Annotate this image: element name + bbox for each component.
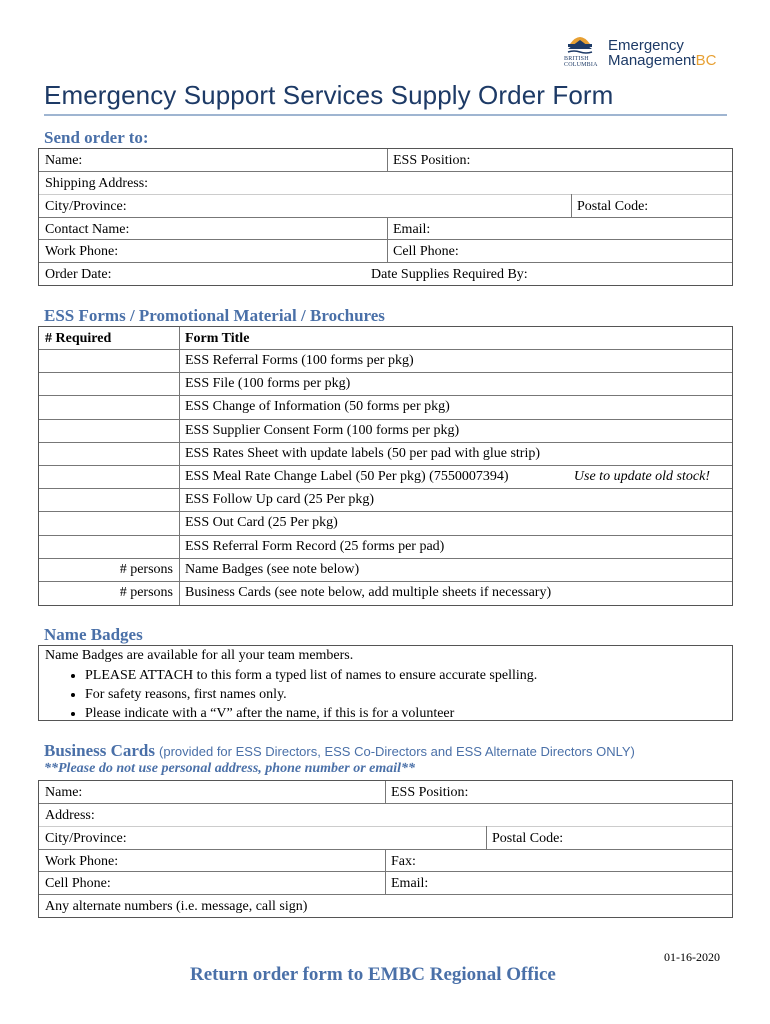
required-qty-cell[interactable]: # persons bbox=[119, 585, 173, 600]
col-title-header: Form Title bbox=[185, 331, 250, 346]
send-work-phone-label[interactable]: Work Phone: bbox=[45, 244, 119, 259]
cards-fax-label[interactable]: Fax: bbox=[391, 854, 416, 869]
cards-heading: Business Cards bbox=[44, 741, 156, 760]
cards-warning: **Please do not use personal address, phone number or email** bbox=[44, 761, 416, 776]
form-title-cell: ESS Follow Up card (25 Per pkg) bbox=[185, 492, 374, 508]
send-city-label[interactable]: City/Province: bbox=[45, 199, 127, 214]
form-title-cell: Business Cards (see note below, add multiple sheets if necessary) bbox=[185, 585, 552, 600]
forms-table bbox=[38, 326, 733, 606]
return-instruction: Return order form to EMBC Regional Office bbox=[190, 964, 556, 985]
send-order-table bbox=[38, 148, 733, 286]
page-title: Emergency Support Services Supply Order Form bbox=[44, 80, 614, 110]
cards-table bbox=[38, 780, 733, 918]
required-qty-cell[interactable]: # persons bbox=[119, 561, 173, 577]
send-order-heading: Send order to: bbox=[44, 128, 149, 147]
send-cell-phone-label[interactable]: Cell Phone: bbox=[393, 244, 459, 259]
cards-postal-label[interactable]: Postal Code: bbox=[492, 831, 564, 846]
form-title-cell: ESS Out Card (25 Per pkg) bbox=[185, 515, 338, 531]
logo-province-text: BRITISH COLUMBIA bbox=[564, 56, 598, 68]
cards-address-label[interactable]: Address: bbox=[45, 808, 95, 823]
cards-heading-line bbox=[44, 741, 635, 761]
cards-cell-phone-label[interactable]: Cell Phone: bbox=[45, 876, 111, 891]
badge-note-item: • Please indicate with a “V” after the name, if this is for a volunteer bbox=[85, 704, 537, 723]
form-title-cell: ESS Referral Form Record (25 forms per pad) bbox=[185, 538, 445, 554]
embc-logo bbox=[558, 26, 728, 76]
send-email-label[interactable]: Email: bbox=[393, 222, 431, 237]
form-title-cell: ESS File (100 forms per pkg) bbox=[185, 376, 351, 392]
send-postal-label[interactable]: Postal Code: bbox=[577, 199, 649, 214]
cards-alternate-label[interactable]: Any alternate numbers (i.e. message, call sign) bbox=[45, 899, 308, 914]
badges-bullet-list bbox=[39, 666, 537, 723]
form-title-cell: Name Badges (see note below) bbox=[185, 561, 360, 577]
send-order-date-label[interactable]: Order Date: bbox=[45, 267, 112, 282]
form-title-cell: ESS Change of Information (50 forms per pkg) bbox=[185, 399, 450, 415]
cards-heading-note: (provided for ESS Directors, ESS Co-Directors and ESS Alternate Directors ONLY) bbox=[159, 744, 635, 759]
cards-work-phone-label[interactable]: Work Phone: bbox=[45, 854, 119, 869]
forms-heading: ESS Forms / Promotional Material / Brochures bbox=[44, 306, 385, 325]
form-title-cell: ESS Supplier Consent Form (100 forms per pkg) bbox=[185, 422, 460, 438]
send-date-required-label[interactable]: Date Supplies Required By: bbox=[371, 267, 528, 282]
send-name-label[interactable]: Name: bbox=[45, 153, 83, 168]
cards-city-label[interactable]: City/Province: bbox=[45, 831, 127, 846]
form-title-cell: ESS Rates Sheet with update labels (50 per pad with glue strip) bbox=[185, 445, 540, 461]
badges-box bbox=[38, 645, 733, 721]
form-date: 01-16-2020 bbox=[664, 950, 720, 964]
badges-intro: Name Badges are available for all your team members. bbox=[45, 648, 354, 663]
send-position-label[interactable]: ESS Position: bbox=[393, 153, 471, 168]
form-title-cell: ESS Referral Forms (100 forms per pkg) bbox=[185, 353, 414, 368]
badge-note-item: • PLEASE ATTACH to this form a typed list of names to ensure accurate spelling. bbox=[85, 666, 537, 685]
col-required-header: # Required bbox=[45, 331, 112, 346]
send-contact-label[interactable]: Contact Name: bbox=[45, 222, 130, 237]
title-divider bbox=[44, 114, 727, 116]
badge-note-item: • For safety reasons, first names only. bbox=[85, 685, 537, 704]
cards-name-label[interactable]: Name: bbox=[45, 785, 83, 800]
badges-heading: Name Badges bbox=[44, 625, 143, 644]
send-shipping-label[interactable]: Shipping Address: bbox=[45, 176, 149, 191]
form-title-cell: ESS Meal Rate Change Label (50 Per pkg) (7550007394) bbox=[185, 469, 509, 484]
cards-email-label[interactable]: Email: bbox=[391, 876, 429, 891]
cards-position-label[interactable]: ESS Position: bbox=[391, 785, 469, 800]
logo-wordmark: Emergency ManagementBC bbox=[608, 37, 717, 69]
form-note: Use to update old stock! bbox=[573, 469, 710, 484]
